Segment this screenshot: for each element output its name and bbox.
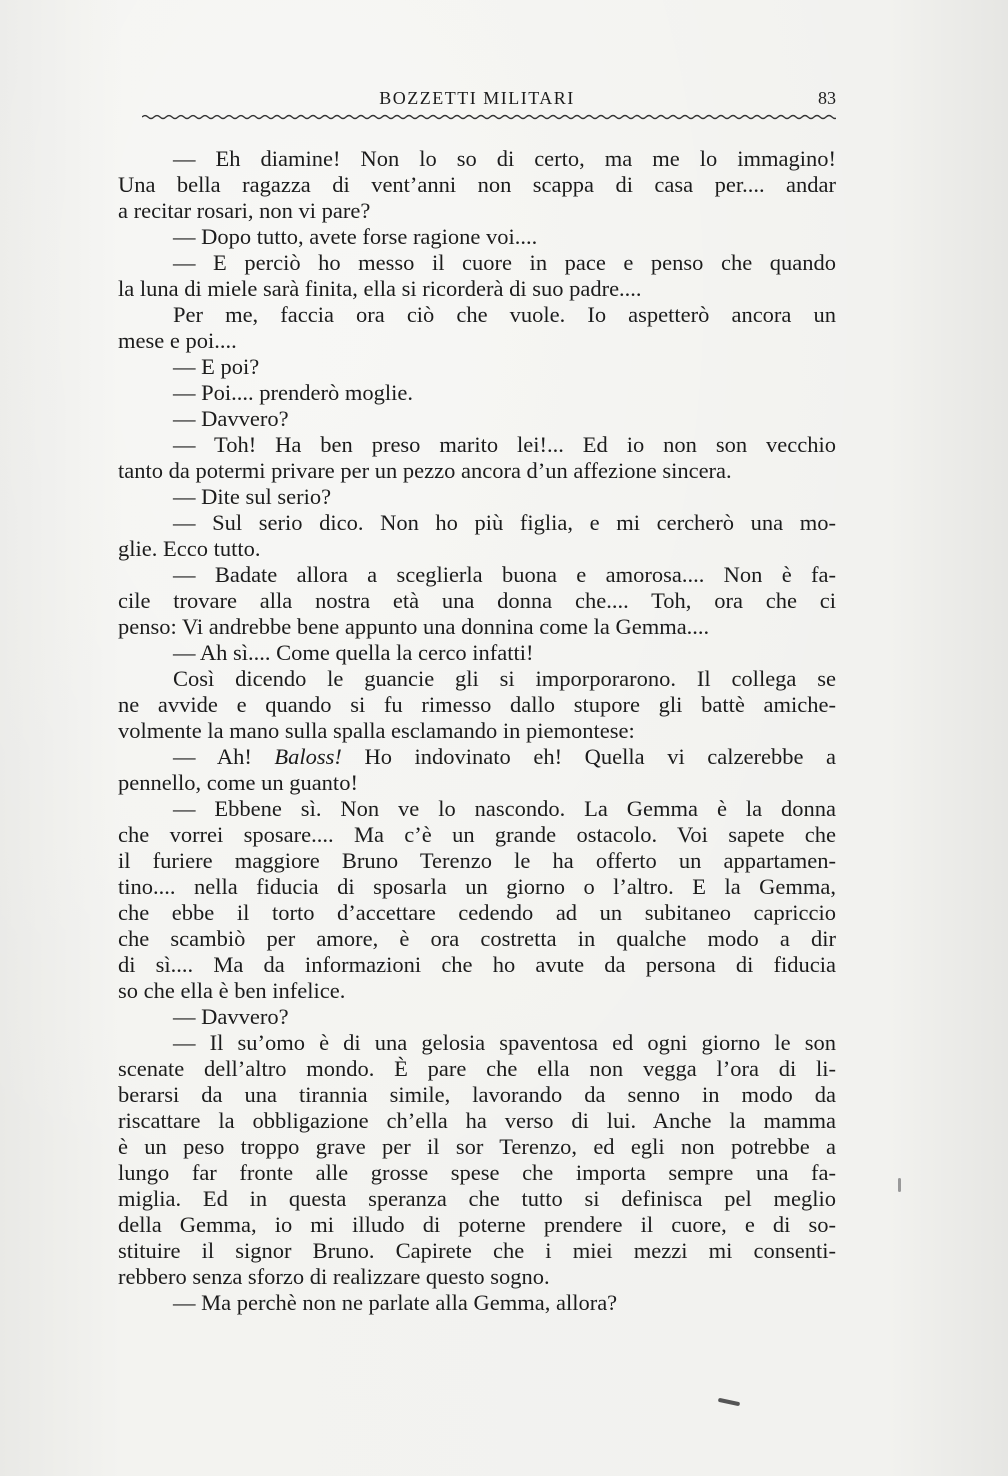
text-line: — Ah! Baloss! Ho indovinato eh! Quella vi calzerebbe a [173,744,837,769]
text-line: tanto da potermi privare per un pezzo ancora d’un affezione sincera. [118,458,732,483]
text-line: di sì.... Ma da informazioni che ho avute da persona di fiducia [118,952,836,977]
text-line: — Sul serio dico. Non ho più figlia, e mi cercherò una mo- [173,510,836,535]
text-line: — E perciò ho messo il cuore in pace e penso che quando [173,250,836,275]
text-line: Così dicendo le guancie gli si imporporarono. Il collega se [173,666,836,691]
text-line: Una bella ragazza di vent’anni non scappa di casa per.... andar [118,172,836,197]
text-line: — Davvero? [173,1004,289,1029]
body-text [118,146,836,1316]
text-line: miglia. Ed in questa speranza che tutto si definisca pel meglio [118,1186,836,1211]
text-line: penso: Vi andrebbe bene appunto una donnina come la Gemma.... [118,614,710,639]
decorative-wavy-rule [142,110,836,124]
text-line: mese e poi.... [118,328,237,353]
text-line: lungo far fronte alle grosse spese che importa sempre una fa- [118,1160,836,1185]
text-line: della Gemma, io mi illudo di poterne prendere il cuore, e di so- [118,1212,836,1237]
text-line: scenate dell’altro mondo. È pare che ella non vegga l’ora di li- [118,1056,836,1081]
running-title: BOZZETTI MILITARI [379,88,575,108]
print-blemish [718,1398,740,1406]
text-line: — Toh! Ha ben preso marito lei!... Ed io non son vecchio [173,432,836,457]
text-line: rebbero senza sforzo di realizzare questo sogno. [118,1264,550,1289]
text-line: la luna di miele sarà finita, ella si ricorderà di suo padre.... [118,276,642,301]
text-line: che vorrei sposare.... Ma c’è un grande ostacolo. Voi sapete che [118,822,836,847]
text-line: ne avvide e quando si fu rimesso dallo stupore gli battè amiche- [118,692,836,717]
text-line: tino.... nella fiducia di sposarla un giorno o l’altro. E la Gemma, [118,874,836,899]
text-line: — Ah sì.... Come quella la cerco infatti! [173,640,534,665]
text-line: a recitar rosari, non vi pare? [118,198,371,223]
text-line: — Eh diamine! Non lo so di certo, ma me lo immagino! [173,146,836,171]
text-line: riscattare la obbligazione ch’ella ha verso di lui. Anche la mamma [118,1108,836,1133]
text-line: — Poi.... prenderò moglie. [173,380,413,405]
text-line: glie. Ecco tutto. [118,536,261,561]
text-line: — Il su’omo è di una gelosia spaventosa ed ogni giorno le son [173,1030,836,1055]
text-line: — Badate allora a sceglierla buona e amorosa.... Non è fa- [173,562,836,587]
text-line: — Davvero? [173,406,289,431]
text-line: è un peso troppo grave per il sor Terenzo, ed egli non potrebbe a [118,1134,836,1159]
text-line: so che ella è ben infelice. [118,978,346,1003]
text-line: — Ma perchè non ne parlate alla Gemma, allora? [173,1290,618,1315]
text-line: cile trovare alla nostra età una donna che.... Toh, ora che ci [118,588,836,613]
text-line: — Dopo tutto, avete forse ragione voi.... [173,224,538,249]
text-line: berarsi da una tirannia simile, lavorando da senno in modo da [118,1082,836,1107]
text-line: stituire il signor Bruno. Capirete che i miei mezzi mi consenti- [118,1238,836,1263]
page-number: 83 [818,88,836,108]
text-line: che scambiò per amore, è ora costretta in qualche modo a dir [118,926,836,951]
text-line: — E poi? [173,354,260,379]
print-blemish [898,1178,901,1192]
text-line: Per me, faccia ora ciò che vuole. Io aspetterò ancora un [173,302,836,327]
text-line: volmente la mano sulla spalla esclamando in piemontese: [118,718,635,743]
text-line: pennello, come un guanto! [118,770,358,795]
text-line: che ebbe il torto d’accettare cedendo ad un subitaneo capriccio [118,900,836,925]
italic-word: Baloss! [274,744,342,769]
text-line: — Dite sul serio? [173,484,332,509]
text-line: il furiere maggiore Bruno Terenzo le ha offerto un appartamen- [118,848,836,873]
text-line: — Ebbene sì. Non ve lo nascondo. La Gemma è la donna [173,796,836,821]
